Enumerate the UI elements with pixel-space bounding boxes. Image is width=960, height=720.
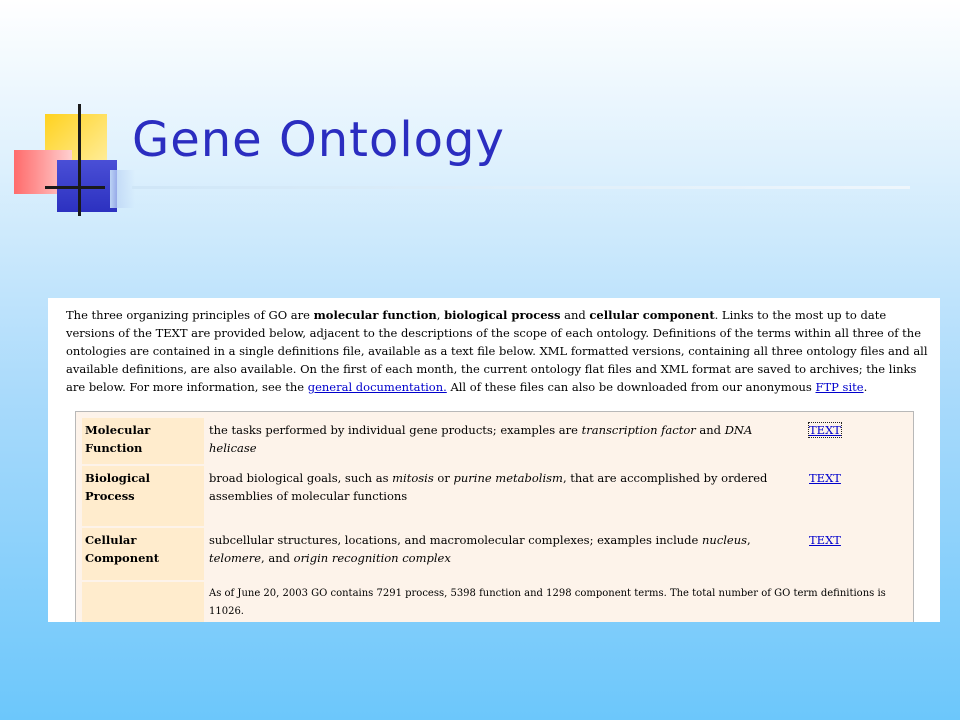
intro-text-6: . [863,380,868,394]
table-row-biological-process [82,466,907,526]
link-cell [806,466,907,526]
intro-bold-molecular-function: molecular function [313,308,437,322]
intro-text-5: All of these files can also be downloaded from our anonymous [446,380,816,394]
vertical-line-decoration [78,104,81,216]
desc-italic: nucleus [702,533,748,547]
ontology-table-box [75,411,914,622]
description-biological-process [206,466,804,526]
desc-italic: DNA helicase [209,423,753,455]
desc-italic: origin recognition complex [293,551,451,565]
intro-bold-cellular-component: cellular component [589,308,715,322]
term-biological-process: Biological Process [82,466,204,526]
desc-text: and [695,423,725,437]
table-row-molecular-function [82,418,907,464]
horizontal-line-decoration [45,186,105,189]
intro-text-3: and [560,308,590,322]
desc-italic: telomere [209,551,262,565]
cellular-component-text-link[interactable]: TEXT [809,533,841,547]
description-cellular-component [206,528,804,580]
desc-italic: mitosis [392,471,434,485]
desc-text: , that are accomplished by ordered assemblies of molecular functions [209,471,768,503]
faded-square-shape [110,170,135,208]
table-row-summary [82,582,907,622]
description-molecular-function [206,418,804,464]
summary-text: As of June 20, 2003 GO contains 7291 process, 5398 function and 1298 component terms. The total number of GO term definitions is 11026. [206,582,907,622]
slide-title: Gene Ontology [132,112,505,168]
title-logo-decoration [10,100,140,220]
intro-bold-biological-process: biological process [444,308,561,322]
biological-process-text-link[interactable]: TEXT [809,471,841,485]
desc-italic: purine metabolism [453,471,563,485]
title-underline [132,186,910,189]
desc-text: , and [261,551,294,565]
table-row-cellular-component [82,528,907,580]
embedded-webpage-screenshot [48,298,940,622]
intro-text-4: . Links to the most up to date versions of the TEXT are provided below, adjacent to the descriptions of the scope of each ontology. Definitions of the terms within all three of the ontologies are contained in a single definitions file, available as a text file below. XML formatted versions, containing all three ontology files and all available definitions, are also available. On the first of each month, the current ontology flat files and XML format are saved to archives; the links are below. For more information, see the [66,308,928,394]
intro-text-1: The three organizing principles of GO are [66,308,314,322]
link-cell [806,528,907,580]
term-empty-cell [82,582,204,622]
desc-text: subcellular structures, locations, and macromolecular complexes; examples include [209,533,702,547]
desc-italic: transcription factor [581,423,696,437]
intro-paragraph [66,306,932,396]
ftp-site-link[interactable]: FTP site [815,380,864,394]
ontology-table [80,416,909,622]
link-cell [806,418,907,464]
term-molecular-function: Molecular Function [82,418,204,464]
intro-text-2: , [436,308,445,322]
desc-text: the tasks performed by individual gene products; examples are [209,423,582,437]
term-cellular-component: Cellular Component [82,528,204,580]
desc-text: or [433,471,454,485]
general-documentation-link[interactable]: general documentation. [307,380,447,394]
desc-text: , [747,533,751,547]
desc-text: broad biological goals, such as [209,471,393,485]
molecular-function-text-link[interactable]: TEXT [809,423,841,437]
